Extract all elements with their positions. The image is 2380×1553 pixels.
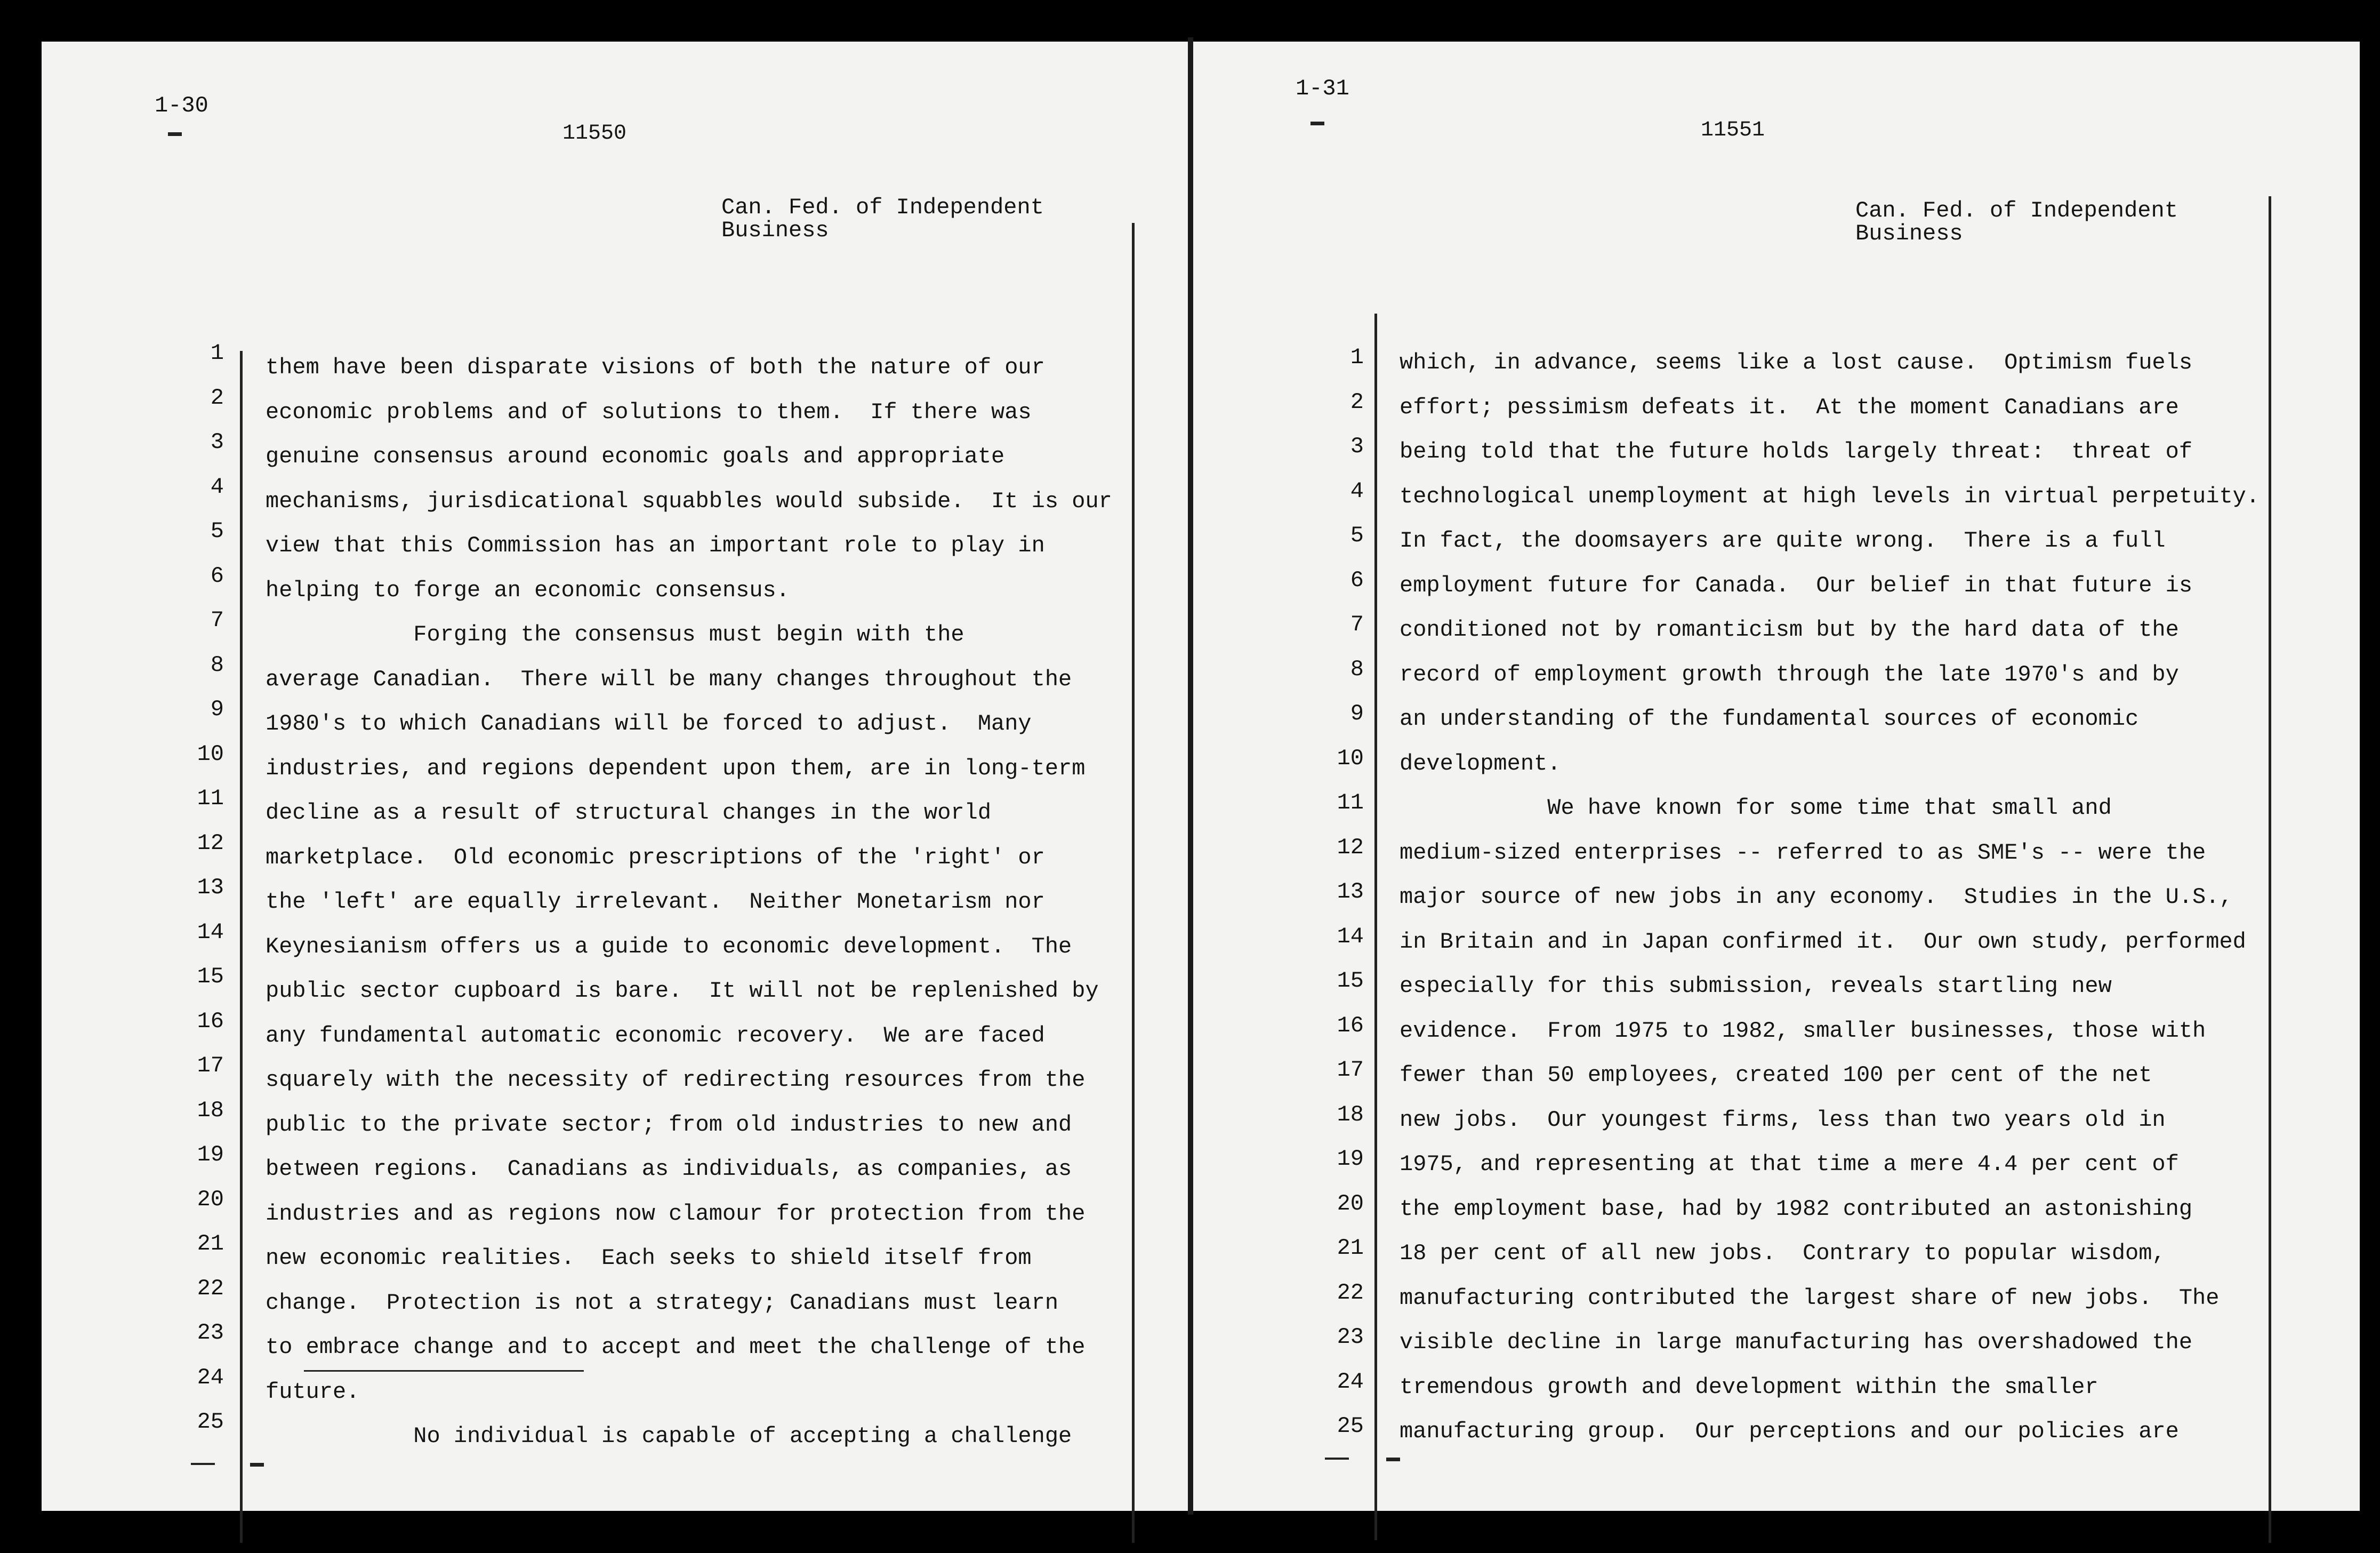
text-line: to embrace change and to accept and meet the challenge of the (266, 1334, 1086, 1360)
text-line: genuine consensus around economic goals and appropriate (266, 444, 1005, 469)
text-line: major source of new jobs in any economy. Studies in the U.S., (1400, 884, 2233, 910)
text-line: tremendous growth and development within the smaller (1400, 1374, 2098, 1400)
text-line: Keynesianism offers us a guide to economic development. The (266, 933, 1072, 959)
line-number: 3 (210, 429, 224, 455)
text-line: helping to forge an economic consensus. (266, 577, 790, 603)
page-header: Can. Fed. of Independent Business (1855, 198, 2178, 246)
text-line: between regions. Canadians as individuals, as companies, as (266, 1156, 1072, 1182)
line-number: 23 (197, 1320, 224, 1346)
line-number: 16 (197, 1008, 224, 1034)
text-line: record of employment growth through the late 1970's and by (1400, 661, 2179, 687)
line-number: 8 (210, 652, 224, 678)
line-number: 22 (1337, 1279, 1364, 1306)
line-number: 3 (1350, 434, 1364, 459)
text-line: medium-sized enterprises -- referred to as SME's -- were the (1400, 839, 2206, 866)
line-number: 16 (1337, 1012, 1364, 1038)
text-line: mechanisms, jurisdicational squabbles would subside. It is our (266, 488, 1112, 514)
text-line: effort; pessimism defeats it. At the moment Canadians are (1400, 394, 2179, 420)
line-number: 12 (1337, 834, 1364, 860)
page-code-dash (168, 132, 182, 136)
text-line: manufacturing contributed the largest share of new jobs. The (1400, 1285, 2220, 1311)
text-line: in Britain and in Japan confirmed it. Our own study, performed (1400, 928, 2246, 955)
line-25-dash (1325, 1458, 1349, 1460)
line-number: 2 (1350, 389, 1364, 415)
binding-spine (1188, 37, 1193, 1515)
line-number: 2 (210, 385, 224, 411)
page-code: 1-31 (1296, 76, 1349, 101)
text-line: public to the private sector; from old industries to new and (266, 1111, 1072, 1138)
line-number: 6 (210, 563, 224, 589)
text-line: an understanding of the fundamental sources of economic (1400, 706, 2139, 732)
text-line: change. Protection is not a strategy; Canadians must learn (266, 1290, 1059, 1316)
text-line: 1980's to which Canadians will be forced to adjust. Many (266, 711, 1032, 737)
line-number: 21 (197, 1231, 224, 1256)
line-25-dash (191, 1463, 215, 1465)
right-page (1193, 42, 2360, 1511)
text-line: being told that the future holds largely threat: threat of (1400, 439, 2193, 465)
line-number: 21 (1337, 1235, 1364, 1261)
line-number: 9 (1350, 701, 1364, 726)
page-header: Can. Fed. of Independent Business (721, 195, 1044, 243)
line-number: 4 (210, 474, 224, 500)
margin-dash (1386, 1458, 1400, 1461)
text-line: In fact, the doomsayers are quite wrong. There is a full (1400, 528, 2166, 554)
line-number: 15 (1337, 968, 1364, 994)
text-line: 1975, and representing at that time a mere 4.4 per cent of (1400, 1151, 2179, 1177)
text-line: the employment base, had by 1982 contributed an astonishing (1400, 1196, 2193, 1222)
line-number: 10 (1337, 745, 1364, 771)
line-number: 15 (197, 964, 224, 989)
line-number: 19 (197, 1142, 224, 1167)
line-number: 19 (1337, 1146, 1364, 1172)
line-number: 22 (197, 1275, 224, 1301)
handwritten-underline (304, 1370, 584, 1372)
text-line: squarely with the necessity of redirecting resources from the (266, 1067, 1086, 1093)
text-line: conditioned not by romanticism but by the hard data of the (1400, 617, 2179, 643)
left-page (42, 42, 1188, 1511)
line-number: 12 (197, 830, 224, 856)
text-line: evidence. From 1975 to 1982, smaller businesses, those with (1400, 1018, 2206, 1044)
text-line: No individual is capable of accepting a challenge (266, 1423, 1072, 1449)
text-line: industries, and regions dependent upon them, are in long-term (266, 755, 1086, 781)
text-line: new jobs. Our youngest firms, less than two years old in (1400, 1107, 2166, 1133)
line-number: 1 (210, 340, 224, 366)
line-number: 1 (1350, 345, 1364, 370)
text-line: especially for this submission, reveals startling new (1400, 973, 2112, 999)
line-number: 20 (197, 1186, 224, 1212)
text-line: technological unemployment at high levels in virtual perpetuity. (1400, 483, 2260, 509)
margin-rule (240, 351, 243, 1543)
line-number: 25 (1337, 1413, 1364, 1439)
text-line: public sector cupboard is bare. It will not be replenished by (266, 978, 1099, 1004)
line-number: 11 (197, 786, 224, 811)
line-number: 7 (210, 607, 224, 633)
line-number: 6 (1350, 567, 1364, 593)
line-number: 10 (197, 741, 224, 767)
line-number: 14 (1337, 923, 1364, 949)
line-number: 23 (1337, 1324, 1364, 1350)
page-number: 11551 (1701, 118, 1765, 142)
line-number: 17 (1337, 1057, 1364, 1083)
text-line: employment future for Canada. Our belief in that future is (1400, 572, 2193, 598)
text-line: new economic realities. Each seeks to shield itself from (266, 1245, 1032, 1271)
line-number: 13 (197, 875, 224, 900)
text-line: future. (266, 1379, 360, 1405)
right-rule (2269, 196, 2271, 1543)
line-number: 20 (1337, 1190, 1364, 1216)
line-number: 24 (1337, 1368, 1364, 1395)
text-line: view that this Commission has an important role to play in (266, 533, 1045, 558)
page-number: 11550 (562, 122, 627, 146)
line-number: 5 (210, 518, 224, 544)
margin-rule (1374, 314, 1377, 1540)
line-number: 14 (197, 919, 224, 945)
text-line: which, in advance, seems like a lost cause. Optimism fuels (1400, 350, 2193, 375)
text-line: average Canadian. There will be many changes throughout the (266, 666, 1072, 692)
text-line: manufacturing group. Our perceptions and our policies are (1400, 1419, 2179, 1444)
page-code: 1-30 (155, 93, 208, 118)
right-rule (1132, 223, 1135, 1543)
text-line: economic problems and of solutions to them. If there was (266, 399, 1032, 425)
text-line: 18 per cent of all new jobs. Contrary to popular wisdom, (1400, 1240, 2166, 1266)
text-line: development. (1400, 750, 1561, 776)
text-line: marketplace. Old economic prescriptions of the 'right' or (266, 844, 1045, 870)
text-line: any fundamental automatic economic recovery. We are faced (266, 1022, 1045, 1048)
text-line: We have known for some time that small and (1400, 795, 2112, 821)
text-line: fewer than 50 employees, created 100 per cent of the net (1400, 1062, 2152, 1088)
text-line: visible decline in large manufacturing has overshadowed the (1400, 1330, 2193, 1355)
line-number: 4 (1350, 478, 1364, 504)
line-number: 18 (197, 1097, 224, 1123)
text-line: the 'left' are equally irrelevant. Neither Monetarism nor (266, 889, 1045, 915)
line-number: 11 (1337, 790, 1364, 815)
line-number: 13 (1337, 879, 1364, 904)
page-code-dash (1310, 122, 1324, 125)
line-number: 8 (1350, 656, 1364, 682)
line-number: 24 (197, 1364, 224, 1390)
line-number: 17 (197, 1053, 224, 1078)
text-line: them have been disparate visions of both the nature of our (266, 355, 1045, 380)
line-number: 18 (1337, 1101, 1364, 1127)
margin-dash (250, 1463, 264, 1467)
line-number: 9 (210, 697, 224, 722)
text-line: decline as a result of structural changes in the world (266, 800, 992, 826)
text-line: industries and as regions now clamour for protection from the (266, 1200, 1086, 1227)
text-line: Forging the consensus must begin with the (266, 622, 964, 647)
line-number: 5 (1350, 523, 1364, 548)
line-number: 25 (197, 1409, 224, 1435)
line-number: 7 (1350, 612, 1364, 637)
